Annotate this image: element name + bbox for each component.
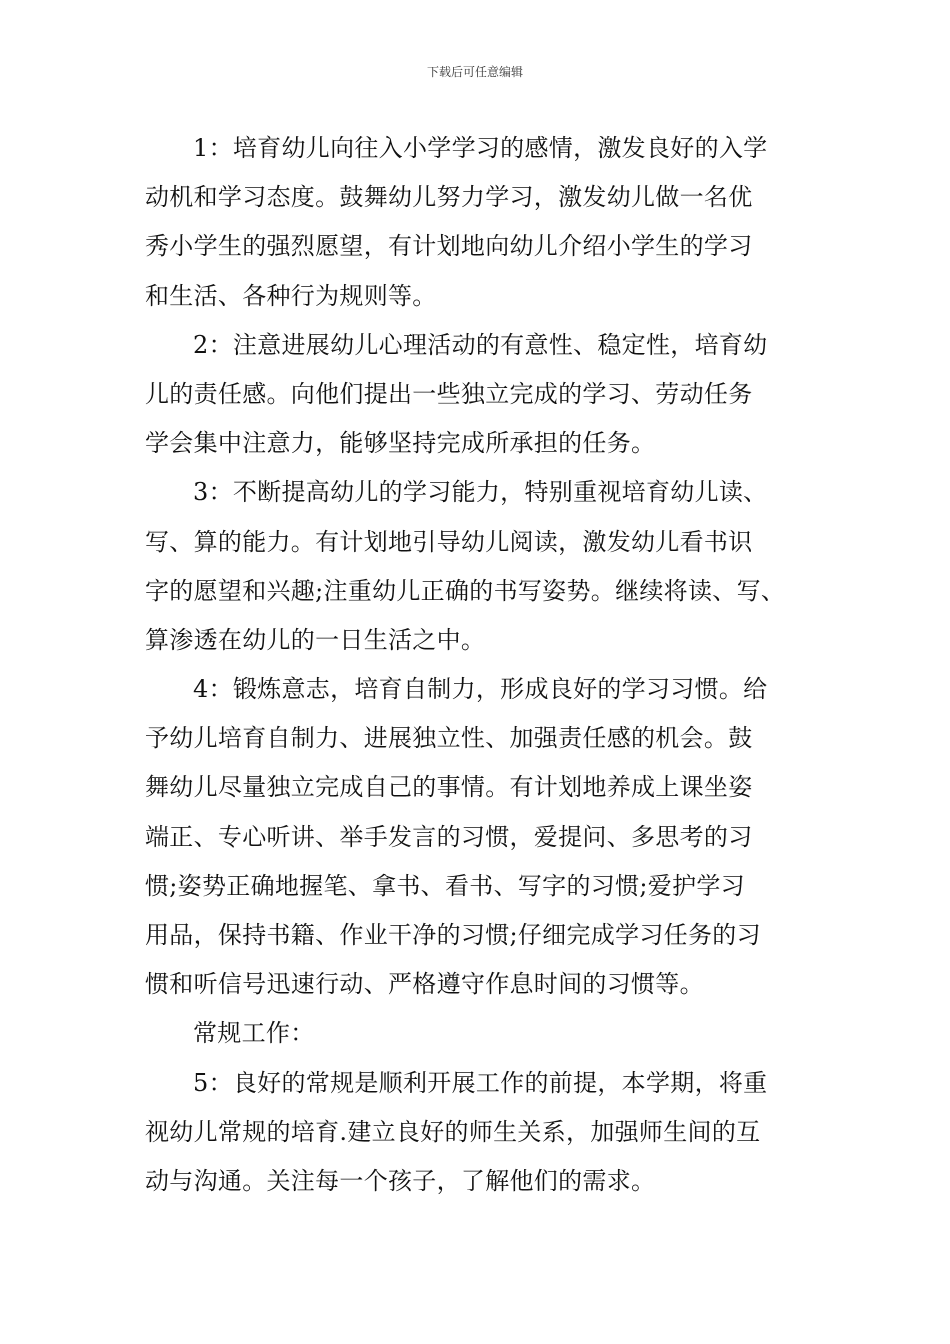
paragraph-5-line-3: 动与沟通。关注每一个孩子，了解他们的需求。 <box>145 1166 656 1195</box>
paragraph-4-line-3: 舞幼儿尽量独立完成自己的事情。有计划地养成上课坐姿 <box>145 773 753 802</box>
paragraph-3-line-2: 写、算的能力。有计划地引导幼儿阅读，激发幼儿看书识 <box>145 527 753 556</box>
paragraph-1-line-2: 动机和学习态度。鼓舞幼儿努力学习，激发幼儿做一名优 <box>145 183 753 212</box>
paragraph-4-line-1: 4：锻炼意志，培育自制力，形成良好的学习习惯。给 <box>193 675 768 704</box>
paragraph-4-line-2: 予幼儿培育自制力、进展独立性、加强责任感的机会。鼓 <box>145 724 753 753</box>
paragraph-3-line-4: 算渗透在幼儿的一日生活之中。 <box>145 625 486 654</box>
paragraph-4-line-6: 用品，保持书籍、作业干净的习惯;仔细完成学习任务的习 <box>145 921 761 949</box>
paragraph-5-line-1: 5：良好的常规是顺利开展工作的前提，本学期，将重 <box>193 1068 768 1097</box>
paragraph-4-line-4: 端正、专心听讲、举手发言的习惯，爱提问、多思考的习 <box>145 822 753 851</box>
paragraph-4-line-5: 惯;姿势正确地握笔、拿书、看书、写字的习惯;爱护学习 <box>145 871 745 900</box>
paragraph-1-line-3: 秀小学生的强烈愿望，有计划地向幼儿介绍小学生的学习 <box>145 232 753 261</box>
paragraph-1-line-4: 和生活、各种行为规则等。 <box>145 281 437 310</box>
section-heading-routine-work: 常规工作： <box>193 1019 315 1048</box>
paragraph-3-line-1: 3：不断提高幼儿的学习能力，特别重视培育幼儿读、 <box>193 478 768 507</box>
paragraph-4-line-7: 惯和听信号迅速行动、严格遵守作息时间的习惯等。 <box>145 970 704 999</box>
document-body <box>145 124 825 1206</box>
paragraph-2-line-2: 儿的责任感。向他们提出一些独立完成的学习、劳动任务 <box>145 379 753 408</box>
page-header: 下载后可任意编辑 <box>426 65 523 79</box>
paragraph-1-line-1: 1：培育幼儿向往入小学学习的感情，激发良好的入学 <box>193 134 768 162</box>
paragraph-2-line-3: 学会集中注意力，能够坚持完成所承担的任务。 <box>145 429 656 458</box>
paragraph-3-line-3: 字的愿望和兴趣;注重幼儿正确的书写姿势。继续将读、写、 <box>145 576 786 605</box>
paragraph-2-line-1: 2：注意进展幼儿心理活动的有意性、稳定性，培育幼 <box>193 330 768 359</box>
paragraph-5-line-2: 视幼儿常规的培育.建立良好的师生关系，加强师生间的互 <box>145 1117 761 1146</box>
